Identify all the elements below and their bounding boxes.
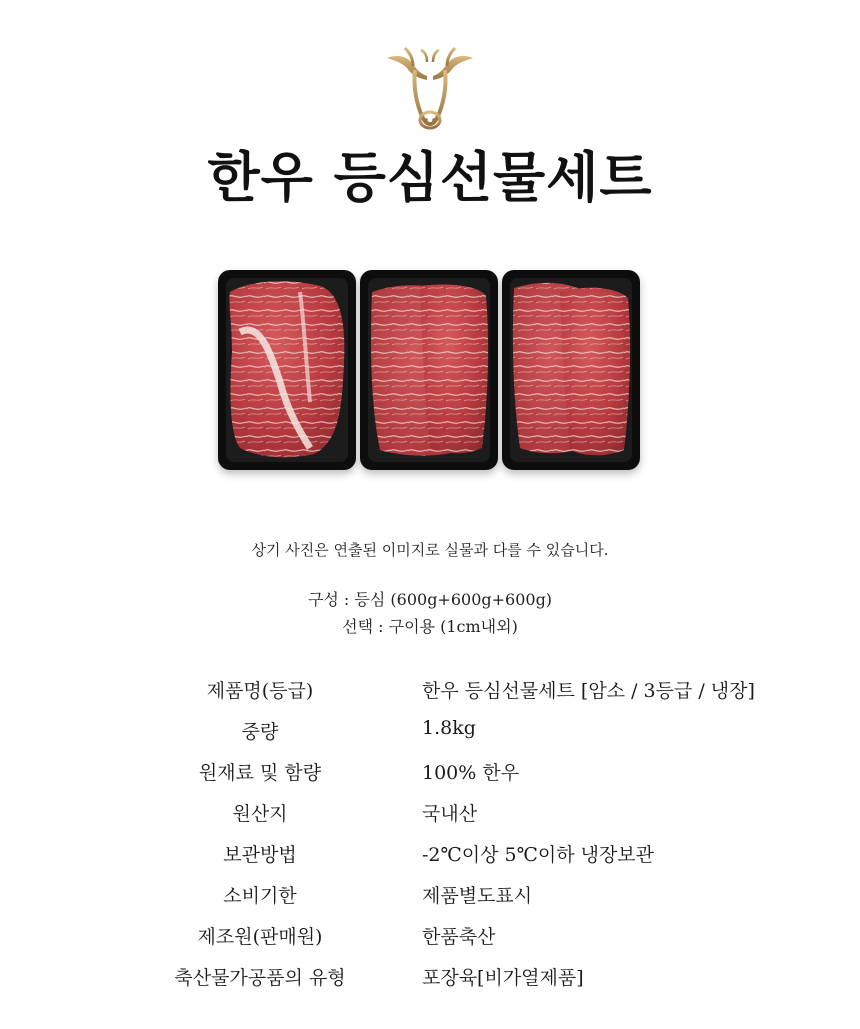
spec-value: 한품축산	[422, 926, 496, 948]
spec-row-type	[0, 963, 860, 1003]
composition-line: 구성 : 등심 (600g+600g+600g)	[307, 590, 553, 609]
spec-value: 제품별도표시	[422, 885, 533, 907]
spec-label: 제품명(등급)	[206, 680, 314, 702]
meat-tray-3	[502, 270, 640, 470]
spec-row-weight	[0, 717, 860, 757]
spec-label: 소비기한	[223, 885, 297, 907]
spec-label: 원재료 및 함량	[198, 762, 322, 784]
spec-value: -2℃이상 5℃이하 냉장보관	[422, 844, 655, 866]
spec-value: 한우 등심선물세트 [암소 / 3등급 / 냉장]	[422, 680, 755, 702]
spec-label: 중량	[241, 721, 279, 743]
spec-row-name	[0, 676, 860, 716]
gold-bull-head-icon	[383, 40, 477, 136]
product-photo	[210, 262, 650, 482]
selection-line: 선택 : 구이용 (1cm내외)	[342, 617, 518, 636]
spec-label: 제조원(판매원)	[197, 926, 323, 948]
spec-label: 축산물가공품의 유형	[174, 967, 346, 989]
product-title: 한우 등심선물세트	[207, 146, 653, 209]
spec-value: 100% 한우	[422, 762, 520, 784]
spec-row-ingredients	[0, 758, 860, 798]
composition-info	[0, 586, 860, 640]
photo-disclaimer: 상기 사진은 연출된 이미지로 실물과 다를 수 있습니다.	[251, 541, 609, 559]
brand-logo	[383, 40, 477, 136]
spec-row-storage	[0, 840, 860, 880]
spec-value: 포장육[비가열제품]	[422, 967, 584, 989]
spec-value: 국내산	[422, 803, 478, 825]
meat-tray-2	[360, 270, 498, 470]
spec-row-manufacturer	[0, 922, 860, 962]
meat-tray-1	[218, 270, 356, 470]
spec-row-origin	[0, 799, 860, 839]
spec-label: 보관방법	[223, 844, 297, 866]
spec-value: 1.8kg	[422, 717, 476, 739]
spec-label: 원산지	[232, 803, 288, 825]
spec-row-expiry	[0, 881, 860, 921]
